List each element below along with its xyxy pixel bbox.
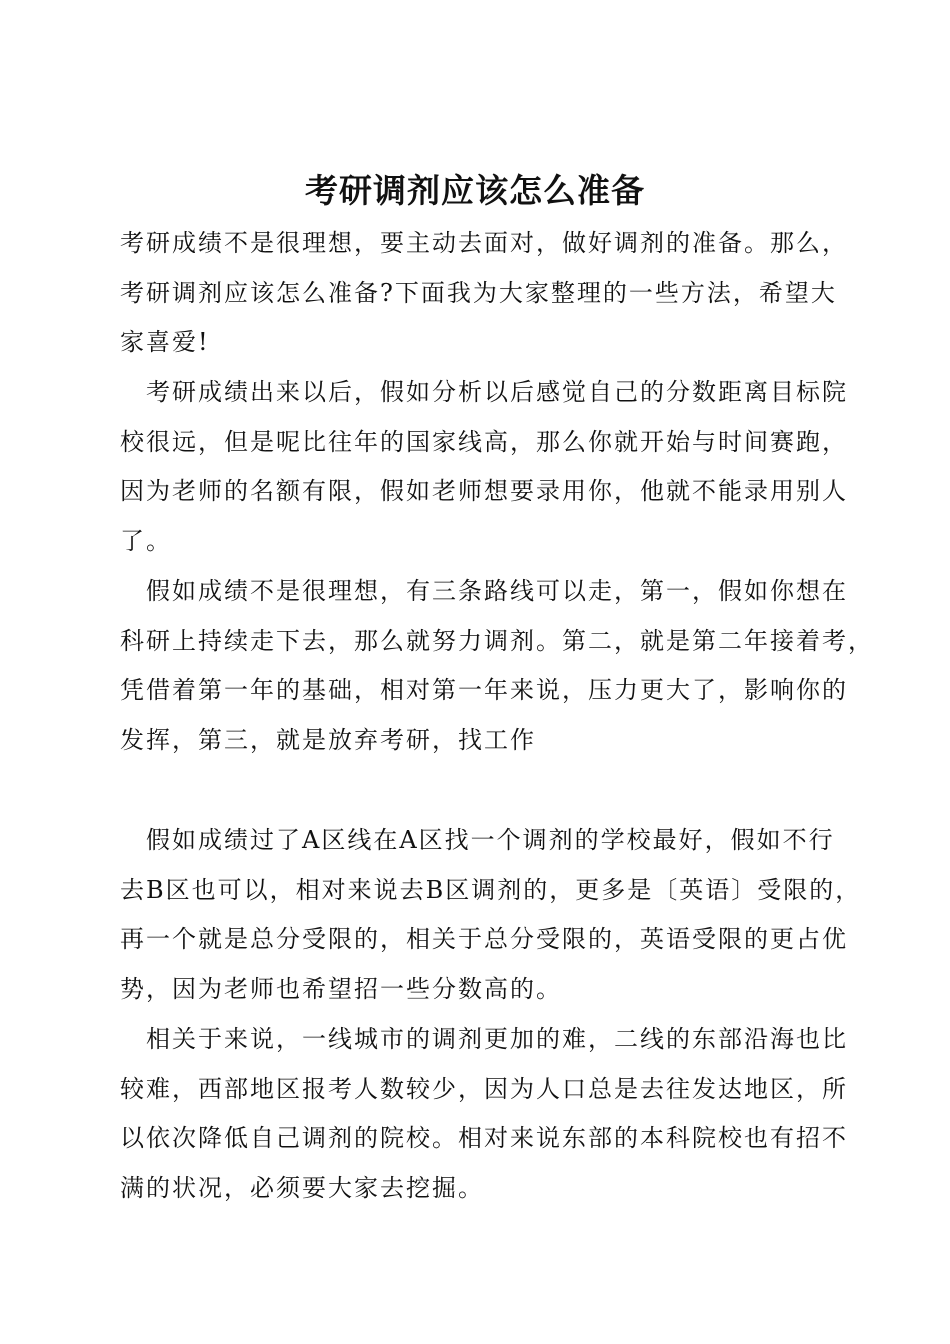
- text-line: 较难，西部地区报考人数较少，因为人口总是去往发达地区，所: [120, 1074, 848, 1103]
- paragraph-intro: [120, 219, 848, 368]
- text-line: 考研成绩出来以后，假如分析以后感觉自己的分数距离目标院: [146, 378, 848, 406]
- page-title: 考研调剂应该怎么准备: [305, 171, 645, 211]
- text-line: 考研成绩不是很理想，要主动去面对，做好调剂的准备。那么，: [120, 229, 848, 257]
- text-line: 相关于来说，一线城市的调剂更加的难，二线的东部沿海也比: [146, 1025, 848, 1053]
- paragraph-city-difficulty: [120, 1015, 848, 1213]
- text-line: 考研调剂应该怎么准备?下面我为大家整理的一些方法，希望大: [120, 278, 837, 307]
- text-line: 势，因为老师也希望招一些分数高的。: [120, 974, 562, 1003]
- text-line: 科研上持续走下去，那么就努力调剂。第二，就是第二年接着考，: [120, 626, 874, 655]
- paragraph-region-lines: [120, 816, 862, 1014]
- paragraph-score-analysis: [120, 368, 848, 566]
- text-line: 校很远，但是呢比往年的国家线高，那么你就开始与时间赛跑，: [120, 427, 848, 456]
- text-line: 了。: [120, 526, 172, 555]
- text-line: 假如成绩过了A区线在A区找一个调剂的学校最好，假如不行: [146, 826, 835, 854]
- text-line: 因为老师的名额有限，假如老师想要录用你，他就不能录用别人: [120, 477, 848, 506]
- text-line: 假如成绩不是很理想，有三条路线可以走，第一，假如你想在: [146, 577, 848, 605]
- text-line: 再一个就是总分受限的，相关于总分受限的，英语受限的更占优: [120, 925, 848, 954]
- text-line: 去B区也可以，相对来说去B区调剂的，更多是〔英语〕受限的，: [120, 875, 862, 904]
- text-line: 家喜爱!: [120, 328, 210, 357]
- text-line: 满的状况，必须要大家去挖掘。: [120, 1173, 484, 1202]
- paragraph-three-routes: [120, 567, 874, 765]
- text-line: 发挥，第三，就是放弃考研，找工作: [120, 725, 536, 754]
- text-line: 以依次降低自己调剂的院校。相对来说东部的本科院校也有招不: [120, 1124, 848, 1153]
- text-line: 凭借着第一年的基础，相对第一年来说，压力更大了，影响你的: [120, 676, 848, 705]
